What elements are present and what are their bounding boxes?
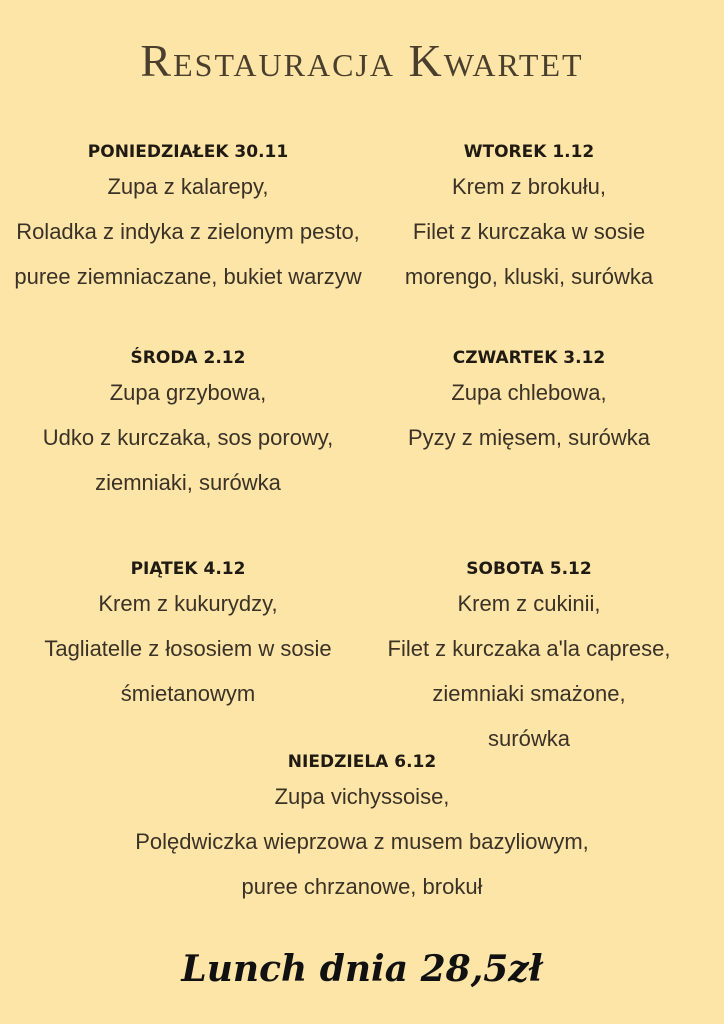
menu-line: Zupa z kalarepy,: [107, 174, 269, 199]
menu-line: puree chrzanowe, brokuł: [241, 874, 483, 899]
menu-line: Filet z kurczaka a'la caprese,: [387, 636, 671, 661]
menu-line: Filet z kurczaka w sosie: [412, 219, 646, 244]
menu-line: Roladka z indyka z zielonym pesto,: [16, 219, 360, 244]
menu-line: ziemniaki, surówka: [95, 470, 281, 495]
day-saturday: [376, 555, 682, 761]
menu-line: Pyzy z mięsem, surówka: [407, 425, 651, 450]
menu-line: surówka: [488, 726, 570, 751]
day-monday: [0, 138, 376, 299]
menu-line: Polędwiczka wieprzowa z musem bazyliowym,: [135, 829, 589, 854]
day-sunday: [0, 748, 724, 909]
day-name: PIĄTEK 4.12: [130, 559, 246, 579]
day-name: NIEDZIELA 6.12: [287, 752, 437, 772]
lunch-price: Lunch dnia 28,5zł: [181, 948, 543, 990]
menu-line: Zupa vichyssoise,: [274, 784, 450, 809]
menu-line: Krem z kukurydzy,: [98, 591, 278, 616]
restaurant-title: Restauracja Kwartet: [140, 35, 584, 86]
menu-line: Tagliatelle z łososiem w sosie: [44, 636, 332, 661]
menu-line: Krem z brokułu,: [451, 174, 607, 199]
menu-line: Zupa chlebowa,: [451, 380, 607, 405]
day-name: PONIEDZIAŁEK 30.11: [87, 142, 289, 162]
day-tuesday: [376, 138, 682, 299]
day-name: SOBOTA 5.12: [466, 559, 592, 579]
menu-line: morengo, kluski, surówka: [404, 264, 654, 289]
day-thursday: [376, 344, 682, 460]
menu-line: ziemniaki smażone,: [432, 681, 626, 706]
day-name: ŚRODA 2.12: [130, 348, 246, 368]
day-wednesday: [0, 344, 376, 505]
menu-line: puree ziemniaczane, bukiet warzyw: [14, 264, 362, 289]
day-friday: [0, 555, 376, 716]
menu-line: Udko z kurczaka, sos porowy,: [42, 425, 334, 450]
day-name: CZWARTEK 3.12: [452, 348, 606, 368]
menu-line: Krem z cukinii,: [457, 591, 601, 616]
menu-line: Zupa grzybowa,: [109, 380, 267, 405]
menu-line: śmietanowym: [120, 681, 256, 706]
day-name: WTOREK 1.12: [463, 142, 595, 162]
